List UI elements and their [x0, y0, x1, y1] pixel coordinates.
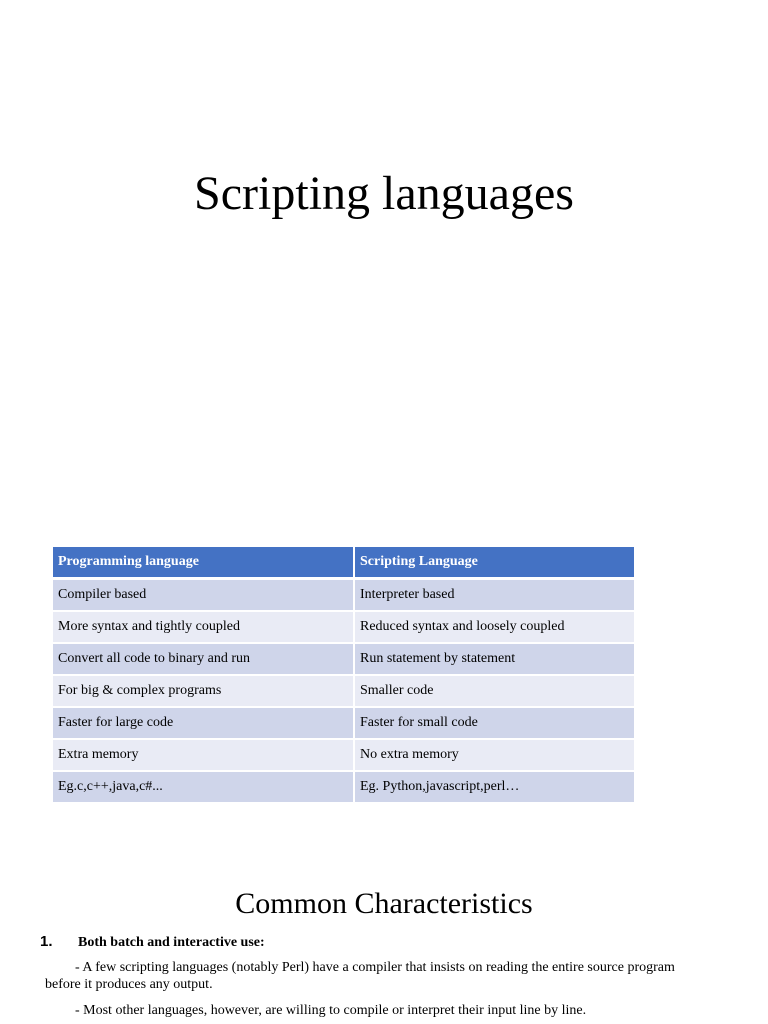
point-label: Both batch and interactive use: — [78, 935, 265, 950]
paragraph — [45, 1002, 685, 1019]
table-cell: Interpreter based — [354, 579, 634, 612]
point-number: 1. — [40, 933, 53, 950]
paragraph-text: - A few scripting languages (notably Perl) have a compiler that insists on reading the entire source program before it produces any output. — [45, 960, 675, 992]
paragraph-text: - Most other languages, however, are willing to compile or interpret their input line by line. — [75, 1003, 587, 1018]
comparison-table — [53, 547, 634, 804]
table-row — [53, 643, 634, 675]
table-header-row — [53, 547, 634, 579]
table-cell: Compiler based — [53, 579, 354, 612]
table-cell: Run statement by statement — [354, 643, 634, 675]
table-row — [53, 739, 634, 771]
table-cell: Faster for small code — [354, 707, 634, 739]
header-programming-language: Programming language — [53, 547, 354, 579]
table-cell: Eg. Python,javascript,perl… — [354, 771, 634, 803]
numbered-point — [40, 932, 265, 953]
paragraph — [45, 959, 685, 993]
table-row — [53, 771, 634, 803]
table-row — [53, 579, 634, 612]
table-cell: For big & complex programs — [53, 675, 354, 707]
table-cell: Reduced syntax and loosely coupled — [354, 611, 634, 643]
slide-title: Scripting languages — [194, 167, 574, 220]
table-cell: No extra memory — [354, 739, 634, 771]
header-scripting-language: Scripting Language — [354, 547, 634, 579]
table-row — [53, 611, 634, 643]
table-row — [53, 707, 634, 739]
table-cell: More syntax and tightly coupled — [53, 611, 354, 643]
table-cell: Faster for large code — [53, 707, 354, 739]
table-cell: Convert all code to binary and run — [53, 643, 354, 675]
table-cell: Smaller code — [354, 675, 634, 707]
table-row — [53, 675, 634, 707]
table-cell: Extra memory — [53, 739, 354, 771]
table-cell: Eg.c,c++,java,c#... — [53, 771, 354, 803]
section-heading: Common Characteristics — [235, 887, 533, 920]
